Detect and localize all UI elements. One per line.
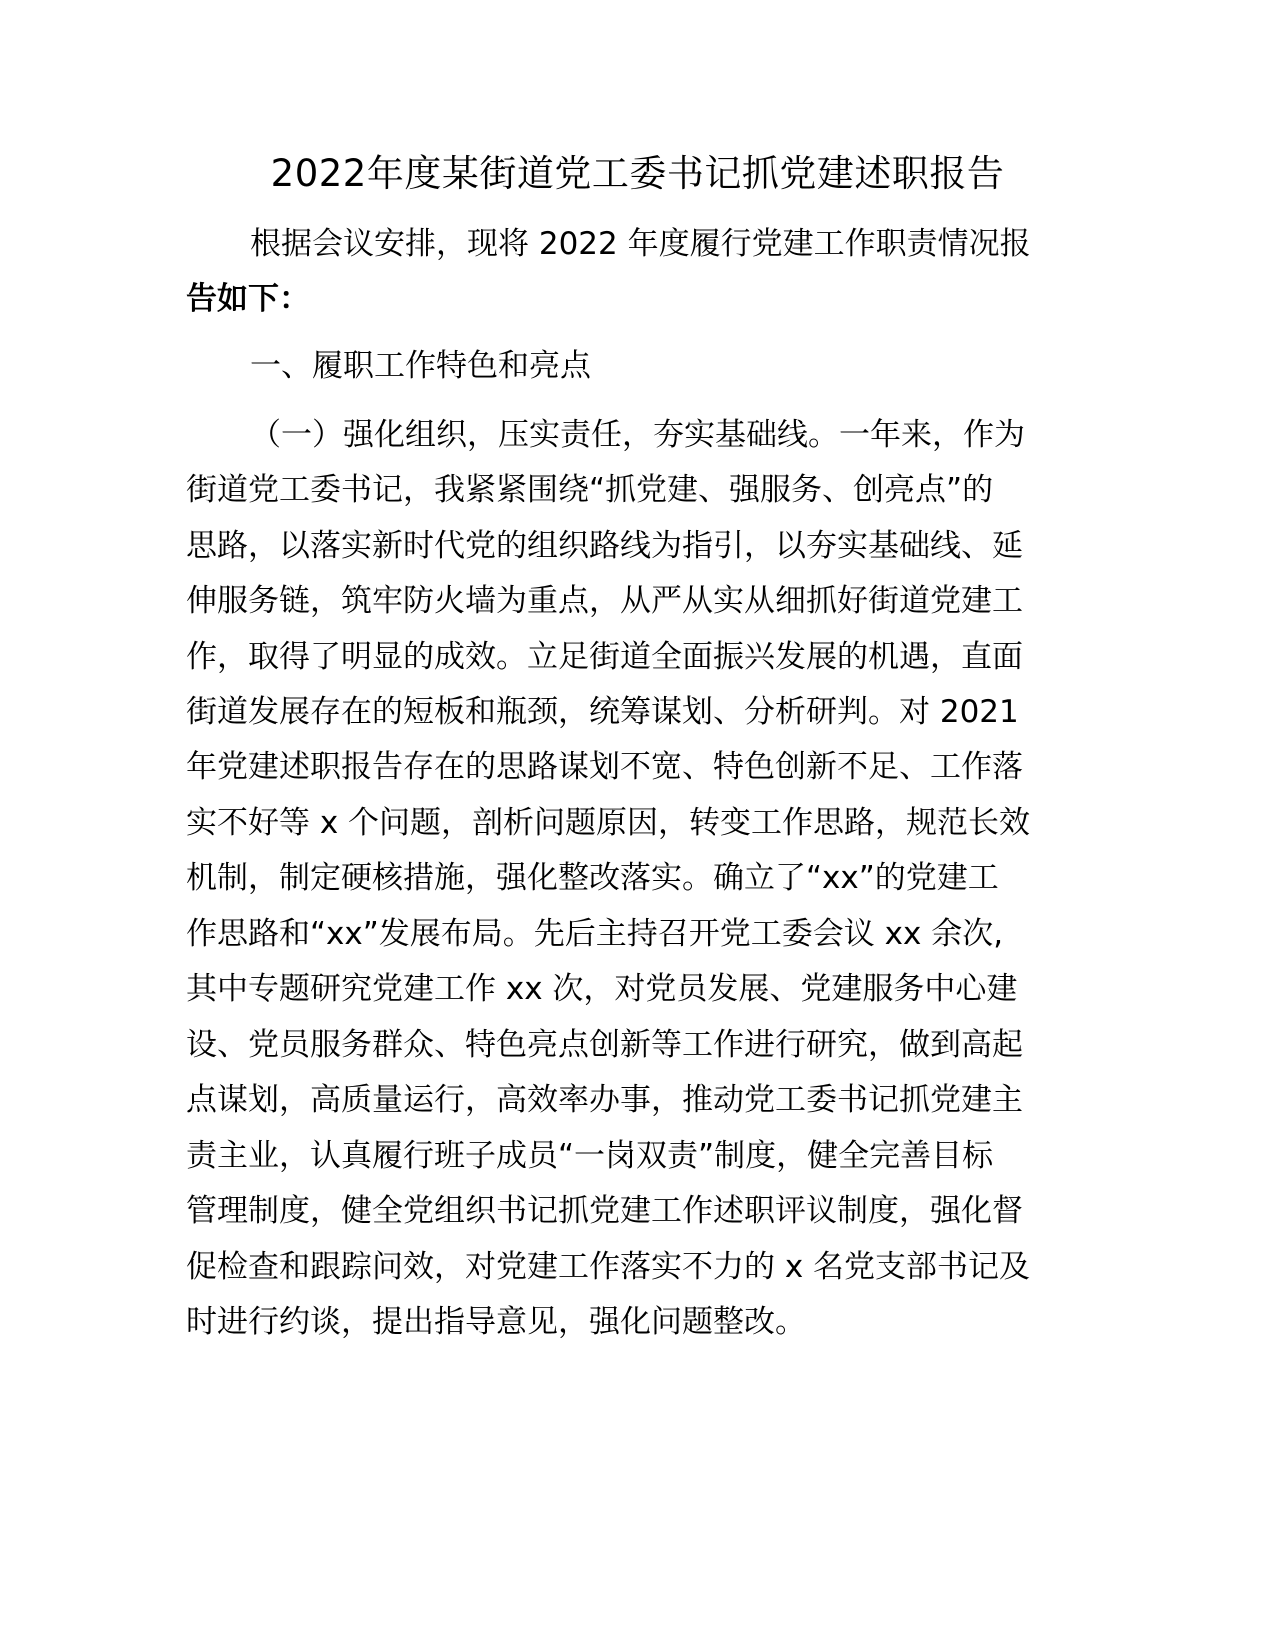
paragraph-line: （一）强化组织，压实责任，夯实基础线。一年来，作为 <box>250 417 1025 453</box>
paragraph-line: 设、党员服务群众、特色亮点创新等工作进行研究，做到高起 <box>186 1027 1023 1063</box>
paragraph-line: 实不好等 x 个问题，剖析问题原因，转变工作思路，规范长效 <box>186 805 1031 841</box>
intro-line: 告如下： <box>186 281 310 317</box>
paragraph-line: 机制，制定硬核措施，强化整改落实。确立了“xx”的党建工 <box>186 860 999 896</box>
document-title: 2022年度某街道党工委书记抓党建述职报告 <box>270 152 1005 195</box>
paragraph-line: 管理制度，健全党组织书记抓党建工作述职评议制度，强化督 <box>186 1193 1023 1229</box>
intro-line: 根据会议安排，现将 2022 年度履行党建工作职责情况报 <box>250 226 1031 262</box>
paragraph-line: 街道发展存在的短板和瓶颈，统筹谋划、分析研判。对 2021 <box>186 694 1019 730</box>
paragraph-line: 作，取得了明显的成效。立足街道全面振兴发展的机遇，直面 <box>186 639 1023 675</box>
paragraph-line: 作思路和“xx”发展布局。先后主持召开党工委会议 xx 余次, <box>186 916 1004 952</box>
paragraph-line: 时进行约谈，提出指导意见，强化问题整改。 <box>186 1304 806 1340</box>
paragraph-line: 年党建述职报告存在的思路谋划不宽、特色创新不足、工作落 <box>186 749 1023 785</box>
paragraph-line: 促检查和跟踪问效，对党建工作落实不力的 x 名党支部书记及 <box>186 1249 1031 1285</box>
paragraph-line: 点谋划，高质量运行，高效率办事，推动党工委书记抓党建主 <box>186 1082 1023 1118</box>
section-heading: 一、履职工作特色和亮点 <box>250 348 591 384</box>
paragraph-line: 其中专题研究党建工作 xx 次，对党员发展、党建服务中心建 <box>186 971 1018 1007</box>
paragraph-line: 街道党工委书记，我紧紧围绕“抓党建、强服务、创亮点”的 <box>186 472 994 508</box>
paragraph-line: 思路，以落实新时代党的组织路线为指引，以夯实基础线、延 <box>186 528 1023 564</box>
paragraph-line: 责主业，认真履行班子成员“一岗双责”制度，健全完善目标 <box>186 1138 994 1174</box>
paragraph-line: 伸服务链，筑牢防火墙为重点，从严从实从细抓好街道党建工 <box>186 583 1023 619</box>
